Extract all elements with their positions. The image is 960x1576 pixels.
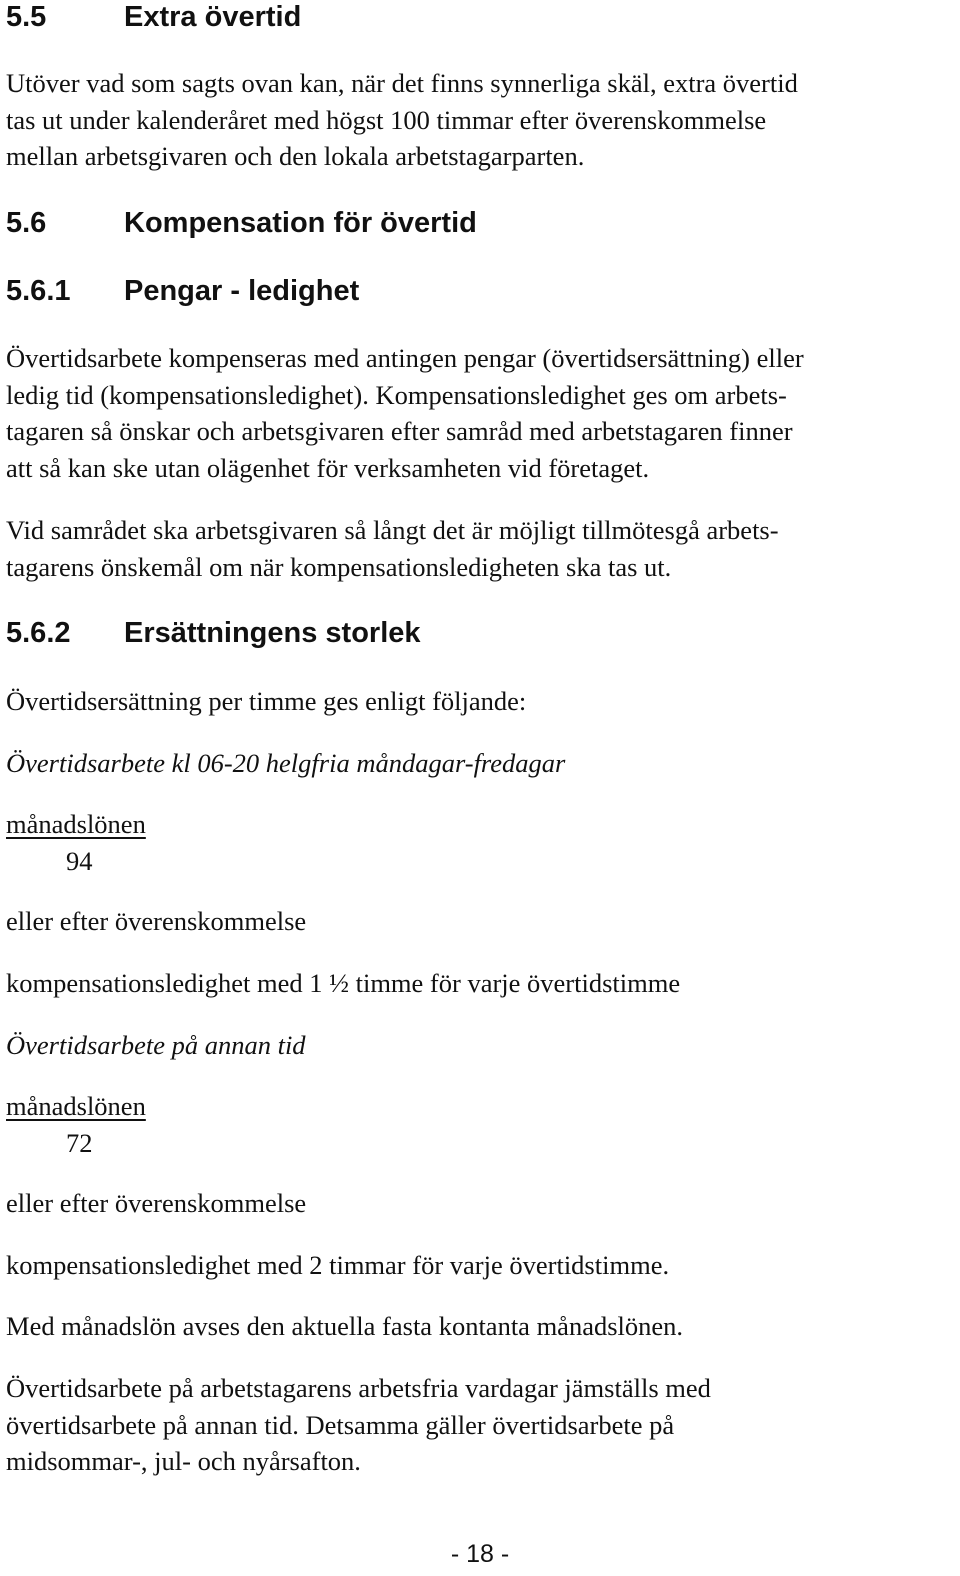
fraction-numerator: månadslönen bbox=[6, 809, 146, 839]
text-line: tas ut under kalenderåret med högst 100 timmar efter överenskommelse bbox=[6, 104, 767, 135]
paragraph-ersattning-intro: Övertidsersättning per timme ges enligt följande: bbox=[6, 686, 527, 716]
text-line: Vid samrådet ska arbetsgivaren så långt det är möjligt tillmötesgå arbets- bbox=[6, 515, 779, 545]
block1-compensation: kompensationsledighet med 1 ½ timme för varje övertidstimme bbox=[6, 968, 681, 998]
text-line: midsommar-, jul- och nyårsafton. bbox=[6, 1446, 361, 1476]
fraction-numerator: månadslönen bbox=[6, 1091, 146, 1121]
text-line: Övertidsarbete kompenseras med antingen pengar (övertidsersättning) eller bbox=[6, 343, 804, 373]
paragraph-manadslon: Med månadslön avses den aktuella fasta kontanta månadslönen. bbox=[6, 1311, 684, 1341]
block1-fraction bbox=[6, 806, 146, 879]
section-number: 5.6.1 bbox=[6, 275, 71, 307]
text-line: ledig tid (kompensationsledighet). Kompensationsledighet ges om arbets- bbox=[6, 379, 787, 410]
fraction-denominator: 94 bbox=[66, 845, 93, 876]
section-title: Ersättningens storlek bbox=[124, 617, 421, 649]
block2-alternative: eller efter överenskommelse bbox=[6, 1188, 307, 1218]
block2-fraction bbox=[6, 1088, 146, 1161]
section-heading-5-6-2 bbox=[6, 616, 421, 650]
section-number: 5.5 bbox=[6, 1, 47, 33]
section-number: 5.6 bbox=[6, 207, 47, 239]
section-heading-5-6-1 bbox=[6, 274, 359, 308]
section-number: 5.6.2 bbox=[6, 617, 71, 649]
text-line: övertidsarbete på annan tid. Detsamma gäller övertidsarbete på bbox=[6, 1409, 675, 1440]
section-heading-5-5 bbox=[6, 0, 301, 34]
fraction-denominator: 72 bbox=[66, 1127, 93, 1158]
block2-compensation: kompensationsledighet med 2 timmar för varje övertidstimme. bbox=[6, 1250, 670, 1280]
block1-heading: Övertidsarbete kl 06-20 helgfria måndagar-fredagar bbox=[6, 748, 566, 778]
text-line: tagarens önskemål om när kompensationsledigheten ska tas ut. bbox=[6, 551, 672, 582]
text-line: att så kan ske utan olägenhet för verksamheten vid företaget. bbox=[6, 452, 650, 483]
text-line: Utöver vad som sagts ovan kan, när det finns synnerliga skäl, extra övertid bbox=[6, 68, 798, 98]
section-title: Pengar - ledighet bbox=[124, 275, 360, 307]
text-line: tagaren så önskar och arbetsgivaren efter samråd med arbetstagaren finner bbox=[6, 416, 793, 446]
section-title: Extra övertid bbox=[124, 1, 302, 33]
block2-heading: Övertidsarbete på annan tid bbox=[6, 1030, 306, 1060]
text-line: Övertidsarbete på arbetstagarens arbetsfria vardagar jämställs med bbox=[6, 1373, 711, 1403]
section-heading-5-6 bbox=[6, 206, 477, 240]
section-title: Kompensation för övertid bbox=[124, 207, 477, 239]
block1-alternative: eller efter överenskommelse bbox=[6, 906, 307, 936]
page-number: - 18 - bbox=[450, 1540, 510, 1568]
paragraph-pengar-ledighet bbox=[6, 340, 804, 486]
paragraph-arbetsfria-vardagar bbox=[6, 1370, 711, 1480]
paragraph-extra-overtid bbox=[6, 65, 798, 175]
text-line: mellan arbetsgivaren och den lokala arbetstagarparten. bbox=[6, 141, 585, 171]
paragraph-samradet bbox=[6, 512, 779, 585]
